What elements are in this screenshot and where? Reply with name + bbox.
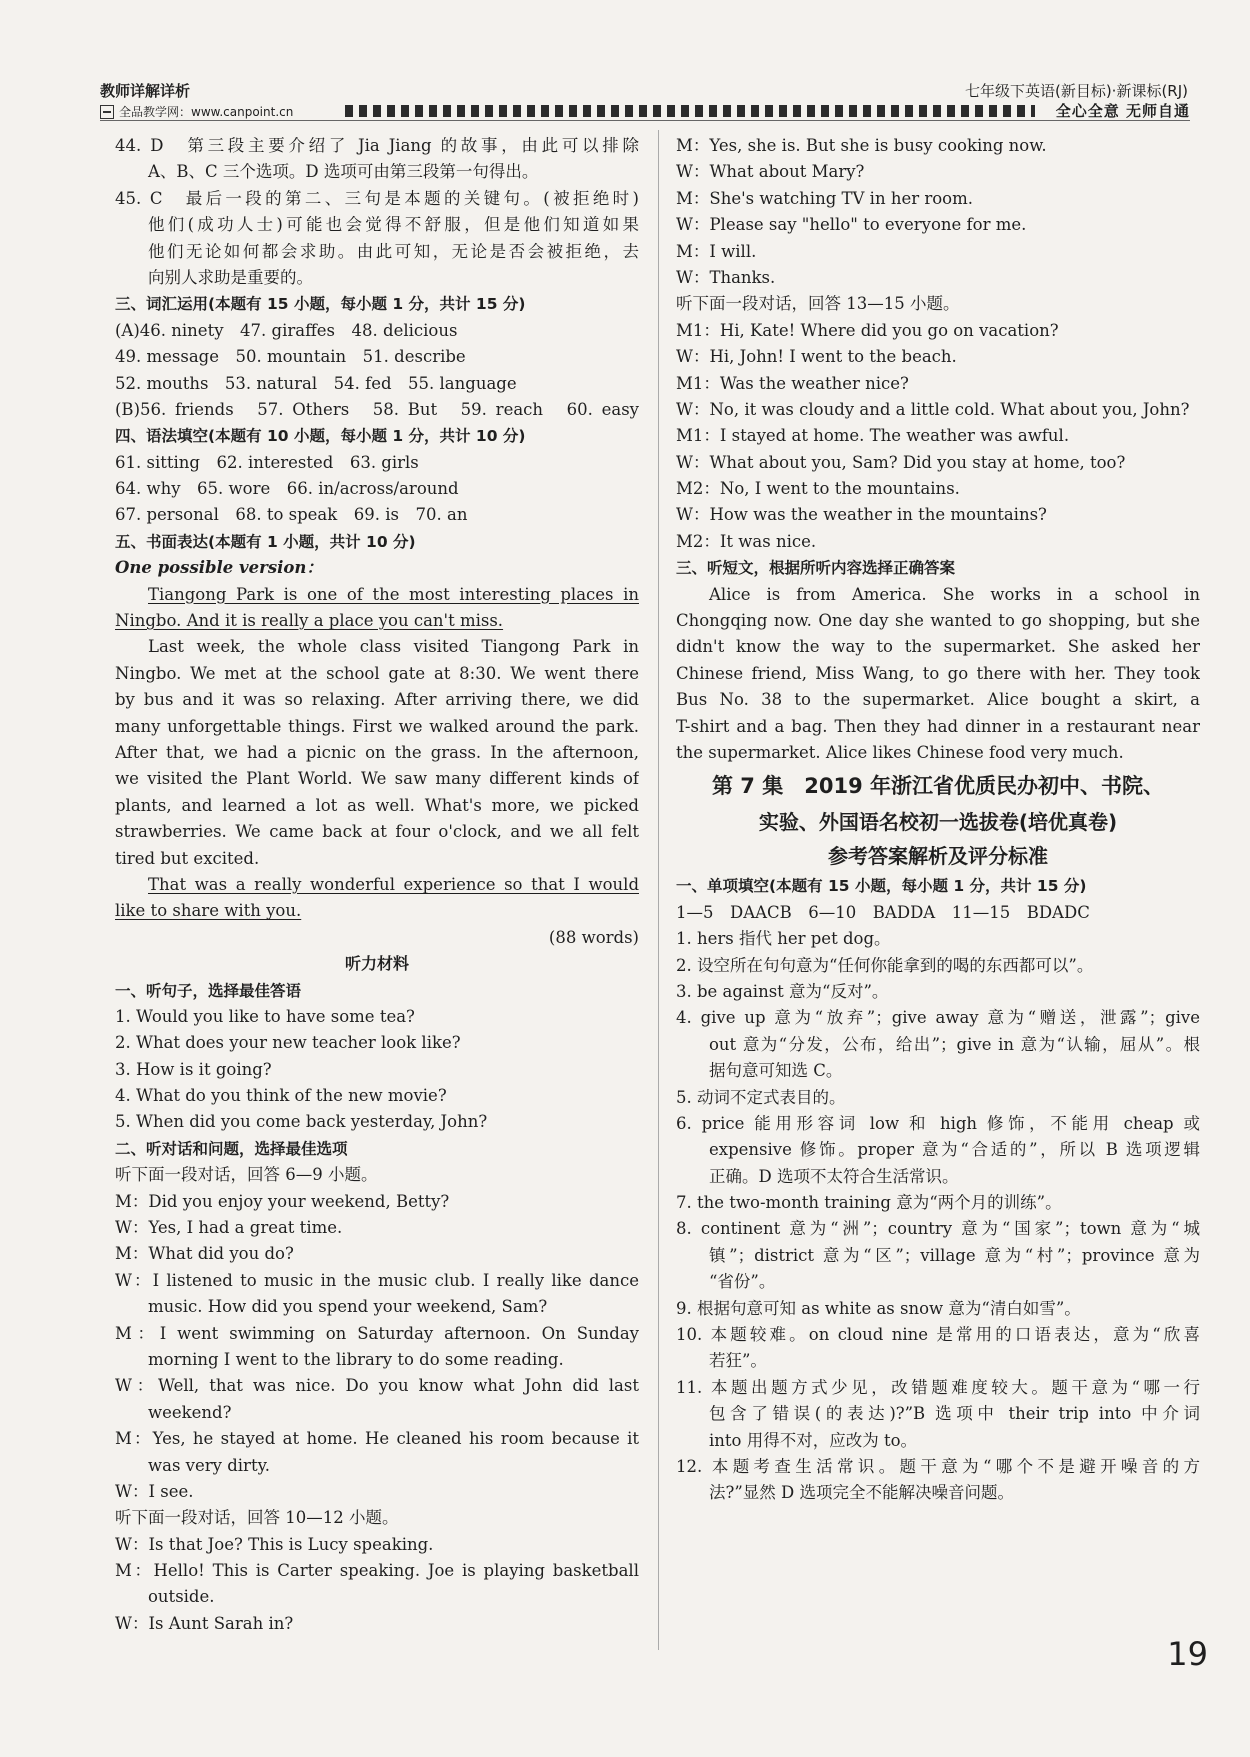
text-line: W：No, it was cloudy and a little cold. What about you, John? [676, 399, 1190, 419]
text-line: W：I listened to music in the music club. I really like dance [115, 1270, 639, 1290]
header-rule [100, 120, 1190, 121]
text-line: W：How was the weather in the mountains? [676, 505, 1047, 525]
text-line: 4. give up 意为“放弃”；give away 意为“赠送，泄露”；give [676, 1008, 1200, 1028]
text-line: 67. personal 68. to speak 69. is 70. an [115, 505, 468, 525]
text-line: plants, and learned a lot as well. What's more, we picked [115, 795, 639, 815]
text-line: W：Hi, John! I went to the beach. [676, 347, 957, 367]
site-url: 全品教学网：www.canpoint.cn [119, 105, 294, 119]
text-line: W：Is Aunt Sarah in? [115, 1613, 294, 1633]
text-line: 一、单项填空(本题有 15 小题，每小题 1 分，共计 15 分) [676, 877, 1087, 896]
section-title-line2: 实验、外国语名校初一选拔卷(培优真卷) [758, 810, 1118, 835]
text-line: M：What did you do? [115, 1244, 294, 1264]
text-line: 法?”显然 D 选项完全不能解决噪音问题。 [709, 1483, 1015, 1503]
text-line: 64. why 65. wore 66. in/across/around [115, 479, 459, 499]
text-line: 49. message 50. mountain 51. describe [115, 347, 466, 367]
text-line: 61. sitting 62. interested 63. girls [115, 452, 419, 472]
text-line: W：Well, that was nice. Do you know what John did last [115, 1376, 639, 1396]
text-line: didn't know the way to the supermarket. She asked her [676, 637, 1200, 657]
section-title-line1: 第 7 集 2019 年浙江省优质民办初中、书院、 [712, 774, 1164, 799]
text-line: M1：I stayed at home. The weather was awful. [676, 426, 1070, 446]
text-line: M：I will. [676, 241, 757, 261]
text-line: (A)46. ninety 47. giraffes 48. delicious [115, 320, 458, 340]
text-line: Chongqing now. One day she wanted to go shopping, but she [676, 611, 1200, 631]
text-line: That was a really wonderful experience so that I would [148, 874, 639, 894]
text-line: 3. be against 意为“反对”。 [676, 981, 889, 1001]
text-line: 三、词汇运用(本题有 15 小题，每小题 1 分，共计 15 分) [115, 295, 526, 314]
text-line: Last week, the whole class visited Tiangong Park in [148, 637, 639, 657]
text-line: 他们无论如何都会求助。由此可知，无论是否会被拒绝，去 [148, 241, 639, 261]
text-line: 镇”；district 意为“区”；village 意为“村”；province 意为 [709, 1245, 1200, 1265]
section-title-line3: 参考答案解析及评分标准 [828, 844, 1048, 869]
text-line: 11. 本题出题方式少见，改错题难度较大。题干意为“哪一行 [676, 1377, 1200, 1397]
text-line: expensive 修饰。proper 意为“合适的”，所以 B 选项逻辑 [709, 1140, 1200, 1160]
text-line: 12. 本题考查生活常识。题干意为“哪个不是避开噪音的方 [676, 1456, 1200, 1476]
text-line: M1：Was the weather nice? [676, 373, 909, 393]
header-left: 教师详解详析 [100, 82, 191, 100]
text-line: 向别人求助是重要的。 [148, 267, 313, 287]
text-line: M2：No, I went to the mountains. [676, 479, 960, 499]
text-line: out 意为“分发，公布，给出”；give in 意为“认输，屈从”。根 [709, 1034, 1200, 1054]
text-line: 五、书面表达(本题有 1 小题，共计 10 分) [115, 532, 416, 551]
text-line: 他们(成功人士)可能也会觉得不舒服，但是他们知道如果 [148, 215, 639, 235]
text-line: W：Thanks. [676, 267, 776, 287]
text-line: 1. hers 指代 her pet dog。 [676, 929, 891, 949]
column-divider [658, 130, 659, 1650]
text-line: W：I see. [115, 1481, 194, 1501]
text-line: music. How did you spend your weekend, Sam? [148, 1297, 548, 1317]
text-line: 听下面一段对话，回答 6—9 小题。 [115, 1165, 378, 1185]
text-line: 45. C 最后一段的第二、三句是本题的关键句。(被拒绝时) [115, 188, 639, 208]
text-line: M：Yes, he stayed at home. He cleaned his room because it [115, 1429, 639, 1449]
text-line: 听力材料 [344, 954, 409, 974]
text-line: 若狂”。 [709, 1351, 767, 1371]
text-line: Ningbo. We met at the school gate at 8:30. We went there [115, 663, 639, 683]
header-site [100, 103, 293, 120]
text-line: (88 words) [548, 927, 639, 947]
text-line: morning I went to the library to do some reading. [148, 1349, 564, 1369]
left-column [115, 133, 639, 1637]
text-line: 10. 本题较难。on cloud nine 是常用的口语表达，意为“欣喜 [676, 1325, 1200, 1345]
text-line: we visited the Plant World. We saw many different kinds of [115, 769, 639, 789]
text-line: 包含了错误(的表达)?”B 选项中 their trip into 中介词 [709, 1404, 1200, 1424]
text-line: 2. What does your new teacher look like? [115, 1033, 461, 1053]
text-line: 三、听短文，根据所听内容选择正确答案 [676, 559, 956, 578]
text-line: 4. What do you think of the new movie? [115, 1086, 447, 1106]
text-line: 7. the two-month training 意为“两个月的训练”。 [676, 1193, 1062, 1213]
text-line: M：She's watching TV in her room. [676, 188, 973, 208]
header-decorative-bar [345, 105, 1035, 117]
text-line: Chinese friend, Miss Wang, to go there with her. They took [676, 663, 1200, 683]
text-line: M：Did you enjoy your weekend, Betty? [115, 1191, 450, 1211]
text-line: 二、听对话和问题，选择最佳选项 [115, 1139, 348, 1158]
text-line: 1. Would you like to have some tea? [115, 1006, 415, 1026]
text-line: 9. 根据句意可知 as white as snow 意为“清白如雪”。 [676, 1298, 1081, 1318]
text-line: 2. 设空所在句句意为“任何你能拿到的喝的东西都可以”。 [676, 955, 1094, 975]
text-line: 四、语法填空(本题有 10 小题，每小题 1 分，共计 10 分) [115, 427, 526, 446]
text-line: (B)56. friends 57. Others 58. But 59. reach 60. easy [115, 399, 639, 419]
text-line: M：Yes, she is. But she is busy cooking now. [676, 136, 1047, 155]
text-line: 52. mouths 53. natural 54. fed 55. language [115, 373, 517, 393]
site-logo-icon [100, 105, 114, 119]
text-line: 一、听句子，选择最佳答语 [115, 981, 302, 1000]
text-line: Ningbo. And it is really a place you can't miss. [115, 611, 504, 631]
text-line: 44. D 第三段主要介绍了 Jia Jiang 的故事，由此可以排除 [115, 136, 639, 155]
text-line: 3. How is it going? [115, 1059, 272, 1079]
header-slogan: 全心全意 无师自通 [1055, 102, 1190, 120]
text-line: W：Please say "hello" to everyone for me. [676, 215, 1027, 235]
text-line: 听下面一段对话，回答 10—12 小题。 [115, 1508, 399, 1528]
right-column [676, 133, 1200, 1507]
text-line: After that, we had a picnic on the grass. In the afternoon, [115, 742, 639, 762]
text-line: 1—5 DAACB 6—10 BADDA 11—15 BDADC [676, 902, 1090, 922]
text-line: 5. When did you come back yesterday, John? [115, 1112, 488, 1132]
text-line: Tiangong Park is one of the most interesting places in [148, 584, 639, 604]
header-right: 七年级下英语(新目标)·新课标(RJ) [964, 82, 1188, 100]
text-line: weekend? [148, 1402, 232, 1422]
text-line: M：Hello! This is Carter speaking. Joe is playing basketball [115, 1561, 639, 1581]
text-line: Bus No. 38 to the supermarket. Alice bought a skirt, a [676, 690, 1200, 710]
text-line: A、B、C 三个选项。D 选项可由第三段第一句得出。 [148, 162, 539, 182]
text-line: by bus and it was so relaxing. After arriving there, we did [115, 690, 639, 710]
text-line: T-shirt and a bag. Then they had dinner in a restaurant near [676, 716, 1200, 736]
page-number: 19 [1167, 1635, 1208, 1673]
text-line: W：What about Mary? [676, 162, 865, 182]
text-line: outside. [148, 1587, 215, 1607]
text-line: M：I went swimming on Saturday afternoon. On Sunday [115, 1323, 639, 1343]
text-line: One possible version： [115, 558, 323, 578]
text-line: like to share with you. [115, 901, 302, 921]
text-line: 据句意可知选 C。 [709, 1061, 843, 1081]
right-column-bottom [676, 873, 1200, 1506]
text-line: M2：It was nice. [676, 531, 817, 551]
text-line: many unforgettable things. First we walked around the park. [115, 716, 639, 736]
text-line: M1：Hi, Kate! Where did you go on vacation? [676, 320, 1059, 340]
text-line: 5. 动词不定式表目的。 [676, 1087, 846, 1107]
text-line: into 用得不对，应改为 to。 [709, 1430, 918, 1450]
text-line: tired but excited. [115, 848, 260, 868]
text-line: W：Yes, I had a great time. [115, 1218, 343, 1238]
text-line: 8. continent 意为“洲”；country 意为“国家”；town 意为“城 [676, 1219, 1200, 1239]
text-line: W：Is that Joe? This is Lucy speaking. [115, 1534, 434, 1554]
text-line: “省份”。 [709, 1272, 776, 1292]
text-line: the supermarket. Alice likes Chinese food very much. [676, 742, 1124, 762]
text-line: was very dirty. [148, 1455, 270, 1475]
text-line: Alice is from America. She works in a school in [709, 584, 1200, 604]
text-line: strawberries. We came back at four o'clock, and we all felt [115, 822, 639, 842]
right-column-top [676, 133, 1200, 766]
text-line: 听下面一段对话，回答 13—15 小题。 [676, 294, 960, 314]
text-line: W：What about you, Sam? Did you stay at home, too? [676, 452, 1126, 472]
text-line: 6. price 能用形容词 low 和 high 修饰，不能用 cheap 或 [676, 1113, 1200, 1133]
section-title [676, 768, 1200, 873]
text-line: 正确。D 选项不太符合生活常识。 [709, 1166, 959, 1186]
